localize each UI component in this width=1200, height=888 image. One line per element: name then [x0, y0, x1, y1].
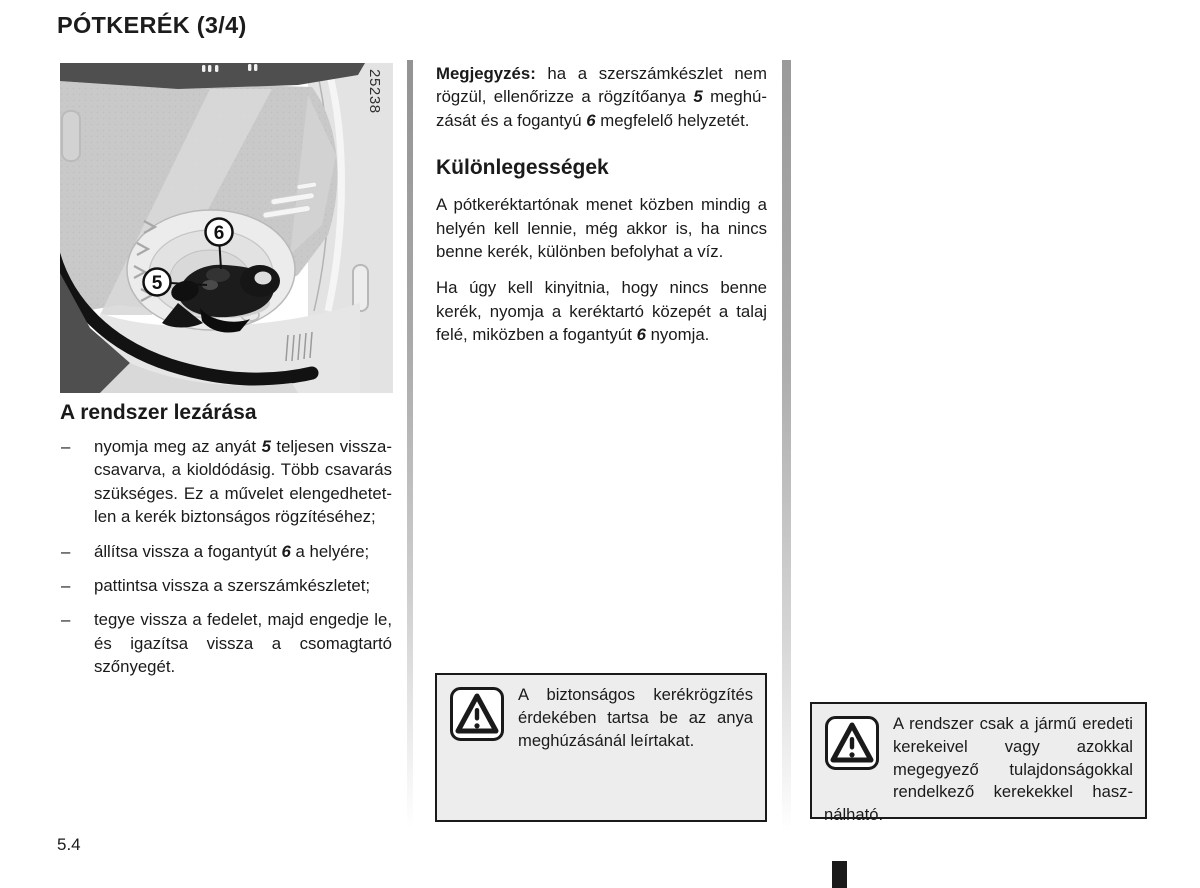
- page-title: PÓTKERÉK (3/4): [57, 12, 247, 38]
- warning-text: A rendszer csak a jármű eredeti kerekeivel vagy azokkal megegyező tulajdonságokkal rendelkező kerekekkel használható.: [824, 714, 1133, 825]
- dash-bullet: –: [61, 576, 71, 596]
- list-item-text: pattintsa vissza a szerszámkészletet;: [94, 576, 371, 596]
- trunk-illustration-drawing: [60, 63, 393, 393]
- note-paragraph: Megjegyzés: ha a szerszámkészlet nem rögzül, ellenőrizze a rögzítőanya 5 meghúzását és a fogantyú 6 megfelelő helyzetét.: [436, 64, 767, 130]
- figure-number: 25238: [366, 69, 383, 114]
- callout-5-label: 5: [151, 273, 163, 294]
- list-item: [60, 608, 392, 678]
- dash-bullet: –: [61, 541, 71, 561]
- paragraph: Ha úgy kell kinyitnia, hogy nincs benne kerék, nyomja a keréktartó közepét a talaj felé, miközben a fogantyút 6 nyomja.: [436, 278, 767, 345]
- warning-text: A biztonságos kerékrögzítés érdekében tartsa be az anya meghúzásánál leírtakat.: [518, 685, 753, 750]
- warning-box-wheel-fixing: [435, 673, 767, 822]
- warning-triangle-icon: [449, 686, 505, 747]
- side-gradient-bar: [782, 60, 791, 832]
- column-divider: [407, 60, 413, 828]
- list-item-text: nyomja meg az anyát 5 teljesen visszacsavarva, a kioldódásig. Több csavarás szükséges. Ez a művelet elengedhetetlen a kerék biztonságos rögzítéséhez;: [94, 437, 392, 527]
- callout-6: [206, 219, 233, 246]
- thumb-index-mark: [832, 861, 847, 888]
- middle-column: [436, 62, 767, 360]
- list-item: [60, 540, 392, 563]
- instruction-list: [60, 435, 392, 679]
- warning-box-original-wheels: [810, 702, 1147, 825]
- trunk-illustration: [60, 63, 393, 393]
- list-item-text: tegye vissza a fedelet, majd engedje le, és igazítsa vissza a csomagtartó szőnyegét.: [94, 610, 392, 677]
- dash-bullet: –: [61, 437, 71, 456]
- section-heading-closing: A rendszer lezárása: [60, 401, 257, 424]
- warning-triangle-icon: [824, 715, 880, 776]
- paragraph: A pótkeréktartónak menet közben mindig a helyén kell lennie, még akkor is, ha nincs benne kerék, különben befolyhat a víz.: [436, 195, 767, 262]
- list-item: [60, 574, 392, 597]
- callout-6-label: 6: [213, 223, 225, 244]
- dash-bullet: –: [61, 610, 71, 630]
- callout-5: [144, 269, 171, 296]
- left-column: [60, 401, 392, 690]
- list-item: [60, 435, 392, 529]
- list-item-text: állítsa vissza a fogantyút 6 a helyére;: [94, 541, 370, 561]
- page-number: 5.4: [57, 835, 81, 854]
- section-heading-features: Különlegességek: [436, 156, 609, 180]
